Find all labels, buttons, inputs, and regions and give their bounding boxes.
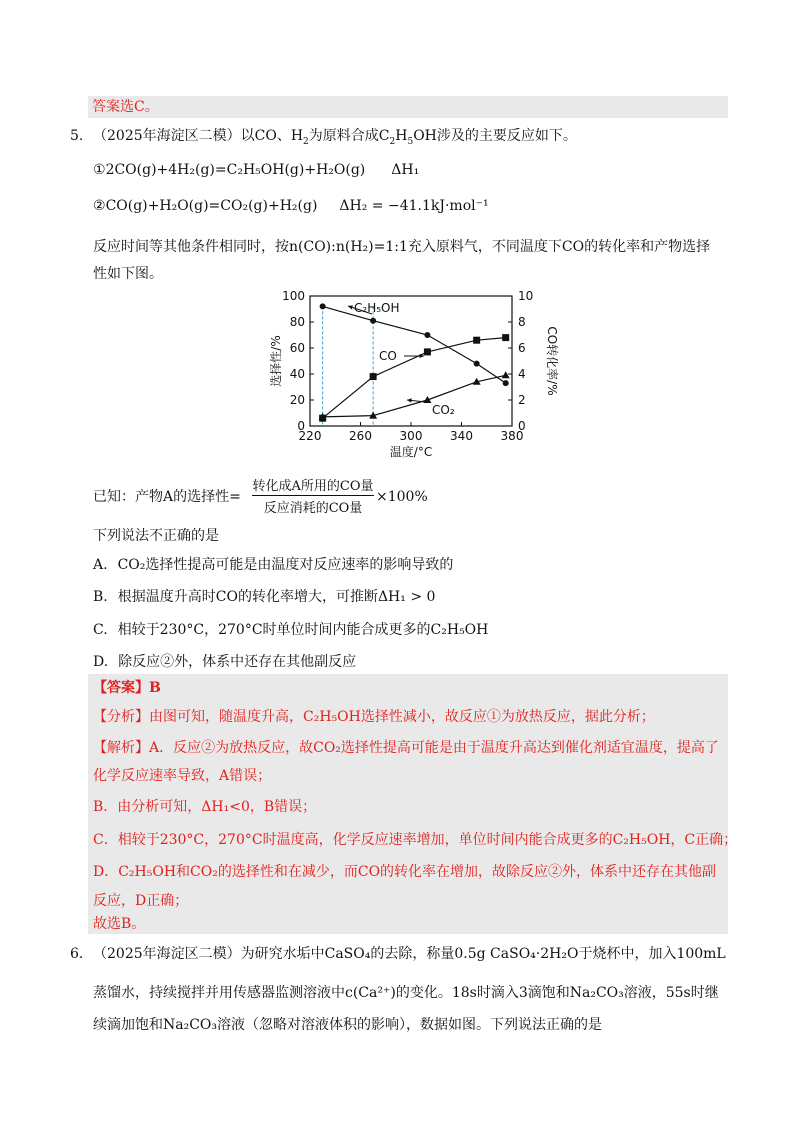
conclusion: 故选B。: [93, 916, 146, 932]
explanation-b: B．由分析可知，ΔH₁<0，B错误；: [93, 799, 317, 815]
x-tick-label: 380: [500, 429, 524, 443]
reaction-1: ①2CO(g)+4H₂(g)=C₂H₅OH(g)+H₂O(g) ΔH₁: [93, 162, 420, 178]
fraction-numerator: 转化成A所用的CO量: [252, 479, 374, 494]
y-left-tick-label: 40: [289, 367, 305, 381]
fraction-denominator: 反应消耗的CO量: [263, 501, 363, 516]
y-left-tick-label: 60: [289, 341, 305, 355]
point-circle: [424, 332, 430, 338]
chart-svg: [264, 284, 560, 474]
point-circle: [370, 318, 376, 324]
point-square: [502, 334, 509, 341]
point-circle: [474, 361, 480, 367]
answer-highlight: [88, 96, 728, 118]
q5-ask: 下列说法不正确的是: [93, 528, 219, 544]
point-circle: [503, 380, 509, 386]
explanation-c: C．相较于230°C，270°C时温度高，化学反应速率增加，单位时间内能合成更多的C₂H₅OH，C正确；: [93, 832, 738, 848]
previous-answer: 答案选C。: [92, 99, 159, 115]
y-right-tick-label: 4: [518, 367, 526, 381]
y-left-tick-label: 80: [289, 315, 305, 329]
x-tick-label: 220: [298, 429, 322, 443]
q6-line3: 续滴加饱和Na₂CO₃溶液（忽略对溶液体积的影响），数据如图。下列说法正确的是: [93, 1017, 603, 1033]
q6-line1: （2025年海淀区二模）为研究水垢中CaSO₄的去除，称量0.5g CaSO₄·2H₂O于烧杯中，加入100mL: [93, 946, 726, 962]
point-square: [370, 373, 377, 380]
annotation-co: CO: [379, 349, 397, 363]
annotation-c2h5oh: C₂H₅OH: [354, 301, 400, 315]
q6-number: 6.: [70, 946, 84, 962]
y-left-tick-label: 20: [289, 393, 305, 407]
y-right-tick-label: 8: [518, 315, 526, 329]
y-right-axis-label: CO转化率/%: [545, 326, 559, 396]
series-line-square: [323, 338, 506, 419]
point-triangle: [502, 371, 510, 378]
q6-line2: 蒸馏水，持续搅拌并用传感器监测溶液中c(Ca²⁺)的变化。18s时滴入3滴饱和Na₂CO₃溶液，55s时继: [93, 985, 719, 1001]
analysis-text: 【分析】由图可知，随温度升高，C₂H₅OH选择性减小，故反应①为放热反应，据此分析；: [93, 709, 655, 725]
plot-frame: [310, 296, 512, 426]
q5-stem: （2025年海淀区二模）以CO、$H_2$为原料合成$C_2H_5OH$涉及的主要反应如下。: [93, 128, 577, 147]
annotation-co2: CO₂: [432, 403, 455, 417]
option-a: A. CO₂选择性提高可能是由温度对反应速率的影响导致的: [93, 557, 454, 573]
selectivity-conversion-chart: [264, 284, 560, 474]
option-c: C. 相较于230°C，270°C时单位时间内能合成更多的C₂H₅OH: [93, 622, 489, 638]
x-tick-label: 340: [450, 429, 473, 443]
explanation-a-line2: 化学反应速率导致，A错误；: [93, 768, 272, 784]
known-multiplier: ×100%: [376, 489, 428, 505]
option-d: D. 除反应②外，体系中还存在其他副反应: [93, 654, 357, 670]
y-left-tick-label: 0: [297, 419, 305, 433]
fraction-bar: [252, 495, 374, 496]
point-square: [424, 348, 431, 355]
arrow-c2h5oh-head: [348, 305, 353, 309]
point-circle: [320, 303, 326, 309]
y-right-tick-label: 10: [518, 289, 534, 303]
y-right-tick-label: 2: [518, 393, 526, 407]
q5-condition-line2: 性如下图。: [93, 266, 163, 282]
series-line-circle: [323, 306, 506, 383]
q5-number: 5.: [70, 128, 84, 144]
q5-condition-line1: 反应时间等其他条件相同时，按n(CO):n(H₂)=1:1充入原料气，不同温度下CO的转化率和产物选择: [93, 239, 711, 255]
y-left-axis-label: 选择性/%: [269, 335, 283, 387]
x-axis-label: 温度/°C: [389, 445, 433, 459]
y-right-tick-label: 0: [518, 419, 526, 433]
explanation-a-line1: 【解析】A．反应②为放热反应，故CO₂选择性提高可能是由于温度升高达到催化剂适宜温度，提高了: [93, 740, 719, 756]
point-square: [473, 337, 480, 344]
explanation-d-line2: 反应，D正确；: [93, 893, 189, 909]
explanation-d-line1: D．C₂H₅OH和CO₂的选择性和在减少，而CO的转化率在增加，故除反应②外，体系中还存在其他副: [93, 864, 717, 880]
answer-label: 【答案】B: [93, 680, 161, 696]
y-right-tick-label: 6: [518, 341, 526, 355]
x-tick-label: 260: [349, 429, 372, 443]
option-b: B. 根据温度升高时CO的转化率增大，可推断ΔH₁ > 0: [93, 589, 436, 605]
y-left-tick-label: 100: [282, 289, 305, 303]
reaction-2: ②CO(g)+H₂O(g)=CO₂(g)+H₂(g) ΔH₂ = −41.1kJ·mol⁻¹: [93, 198, 489, 214]
known-label: 已知：产物A的选择性=: [93, 489, 241, 505]
x-tick-label: 300: [399, 429, 423, 443]
